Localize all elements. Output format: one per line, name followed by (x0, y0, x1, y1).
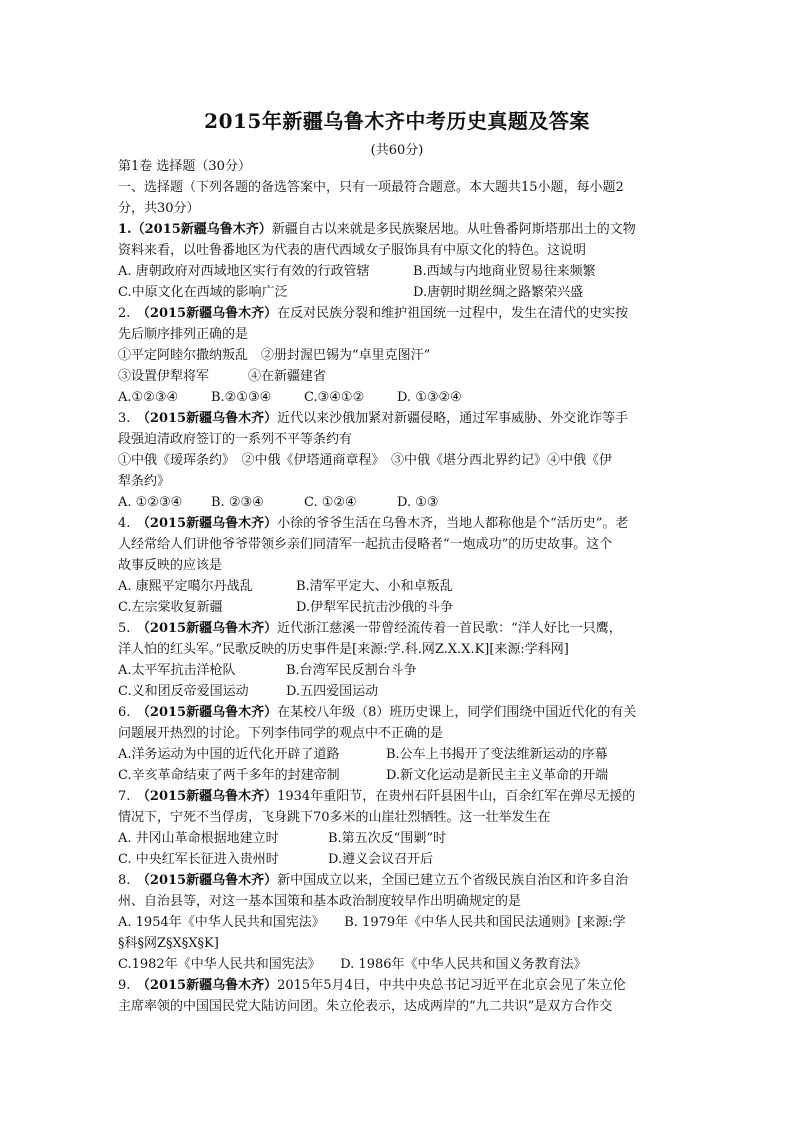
options-row (118, 744, 678, 765)
question-text: 2015年5月4日，中共中央总书记习近平在北京会见了朱立伦 (277, 978, 626, 993)
question-source-tag: （2015新疆乌鲁木齐） (143, 705, 278, 720)
question-item: ①中俄《瑷珲条约》 ②中俄《伊塔通商章程》 ③中俄《堪分西北界约记》④中俄《伊 (118, 453, 613, 468)
section-heading: 第1卷 选择题（30分） (118, 159, 251, 174)
question-text: 先后顺序排列正确的是 (118, 327, 249, 342)
instructions-line: 一、选择题（下列各题的备选答案中，只有一项最符合题意。本大题共15小题，每小题2 (118, 180, 624, 195)
question-text: 在反对民族分裂和维护祖国统一过程中，发生在清代的史实按 (277, 306, 629, 321)
option-c: C.义和团反帝爱国运动 (118, 684, 249, 699)
options-row (118, 492, 678, 513)
question-text: 新疆自古以来就是多民族聚居地。从吐鲁番阿斯塔那出土的文物 (271, 222, 636, 237)
question-number: 3. (118, 411, 131, 426)
question-text: 问题展开热烈的讨论。下列李伟同学的观点中不正确的是 (118, 726, 444, 741)
question-item: ①平定阿睦尔撒纳叛乱 ②册封渥巴锡为“卓里克图汗” (118, 348, 431, 363)
question-number: 5. (118, 621, 131, 636)
option-b: B. ②③④ (211, 495, 264, 510)
option-c: C. ①②④ (304, 495, 357, 510)
options-row (118, 828, 678, 849)
options-row (118, 681, 678, 702)
instructions-line: 分，共30分） (118, 201, 200, 216)
option-a: A. 康熙平定噶尔丹战乱 (118, 579, 253, 594)
option-d: D.伊犁军民抗击沙俄的斗争 (296, 600, 454, 615)
question-text: 段强迫清政府签订的一系列不平等条约有 (118, 432, 353, 447)
question-1-stem (118, 219, 678, 240)
question-text: 资料来看，以吐鲁番地区为代表的唐代西域女子服饰具有中原文化的特色。这说明 (118, 243, 587, 258)
options-row (118, 597, 678, 618)
option-b: B.西域与内地商业贸易往来频繁 (413, 264, 596, 279)
options-line: A. 1954年《中华人民共和国宪法》 B. 1979年《中华人民共和国民法通则》[来源:学 (118, 915, 626, 930)
question-item: 犁条约》 (118, 474, 171, 489)
option-b: B.公车上书揭开了变法维新运动的序幕 (386, 747, 608, 762)
question-text: 人经常给人们讲他爷爷带领乡亲们同清军一起抗击侵略者“一炮成功”的历史故事。这个 (118, 537, 613, 552)
question-number: 4. (118, 516, 131, 531)
document-subtitle: (共60分) (370, 143, 424, 158)
document-body (118, 156, 678, 1017)
question-4-stem (118, 513, 678, 534)
question-number: 7. (118, 789, 131, 804)
question-text: 主席率领的中国国民党大陆访问团。朱立伦表示，达成两岸的“九二共识”是双方合作交 (118, 999, 613, 1014)
question-text: 近代浙江慈溪一带曾经流传着一首民歌：“洋人好比一只鹰， (277, 621, 622, 636)
option-c: C.辛亥革命结束了两千多年的封建帝制 (118, 768, 340, 783)
question-6-stem (118, 702, 678, 723)
option-a: A.太平军抗击洋枪队 (118, 663, 236, 678)
question-number: 9. (118, 978, 131, 993)
question-7-stem (118, 786, 678, 807)
option-c: C.③④①② (304, 390, 365, 405)
options-row (118, 576, 678, 597)
options-row (118, 765, 678, 786)
question-8-stem (118, 870, 678, 891)
question-number: 8. (118, 873, 131, 888)
options-line: §科§网Z§X§X§K] (118, 936, 219, 951)
options-row (118, 282, 678, 303)
option-d: D.五四爱国运动 (286, 684, 379, 699)
question-3-stem (118, 408, 678, 429)
question-text: 1934年重阳节，在贵州石阡县困牛山，百余红军在弹尽无援的 (277, 789, 636, 804)
option-d: D.新文化运动是新民主主义革命的开端 (386, 768, 609, 783)
question-2-stem (118, 303, 678, 324)
option-b: B.②①③④ (211, 390, 272, 405)
option-c: C.左宗棠收复新疆 (118, 600, 223, 615)
question-item: ③设置伊犁将军 ④在新疆建省 (118, 369, 327, 384)
question-text: 情况下，宁死不当俘虏，飞身跳下70多米的山崖壮烈牺牲。这一壮举发生在 (118, 810, 551, 825)
option-a: A.洋务运动为中国的近代化开辟了道路 (118, 747, 340, 762)
question-source-tag: （2015新疆乌鲁木齐） (143, 873, 278, 888)
option-d: D.遵义会议召开后 (328, 852, 434, 867)
question-source-tag: （2015新疆乌鲁木齐） (143, 978, 278, 993)
option-c: C. 中央红军长征进入贵州时 (118, 852, 279, 867)
options-row (118, 849, 678, 870)
question-source-tag: （2015新疆乌鲁木齐） (143, 516, 278, 531)
question-text: 新中国成立以来，全国已建立五个省级民族自治区和许多自治 (277, 873, 629, 888)
option-a: A. ①②③④ (118, 495, 183, 510)
question-text: 近代以来沙俄加紧对新疆侵略，通过军事威胁、外交讹诈等手 (277, 411, 629, 426)
options-line: C.1982年《中华人民共和国宪法》 D. 1986年《中华人民共和国义务教育法》 (118, 957, 587, 972)
document-title: 2015年新疆乌鲁木齐中考历史真题及答案 (204, 109, 590, 133)
option-b: B.清军平定大、小和卓叛乱 (296, 579, 453, 594)
option-b: B.第五次反“围剿”时 (328, 831, 446, 846)
question-text: 在某校八年级（8）班历史课上，同学们围绕中国近代化的有关 (277, 705, 637, 720)
option-d: D. ①③ (397, 495, 439, 510)
question-9-stem (118, 975, 678, 996)
question-text: 洋人怕的红头军。”民歌反映的历史事件是[来源:学.科.网Z.X.X.K][来源:学科网] (118, 642, 569, 657)
question-source-tag: （2015新疆乌鲁木齐） (143, 411, 278, 426)
option-a: A.①②③④ (118, 390, 179, 405)
options-row (118, 387, 678, 408)
question-text: 小徐的爷爷生活在乌鲁木齐，当地人都称他是个“活历史”。老 (277, 516, 629, 531)
question-source-tag: （2015新疆乌鲁木齐） (143, 789, 278, 804)
option-b: B.台湾军民反割台斗争 (286, 663, 417, 678)
question-5-stem (118, 618, 678, 639)
question-text: 故事反映的应该是 (118, 558, 223, 573)
question-source-tag: （2015新疆乌鲁木齐） (143, 621, 278, 636)
question-source-tag: （2015新疆乌鲁木齐） (143, 306, 278, 321)
option-d: D. ①③②④ (397, 390, 462, 405)
options-row (118, 660, 678, 681)
question-number: 1. (118, 222, 132, 237)
question-number: 2. (118, 306, 131, 321)
options-row (118, 261, 678, 282)
option-d: D.唐朝时期丝绸之路繁荣兴盛 (413, 285, 584, 300)
option-a: A. 井冈山革命根据地建立时 (118, 831, 279, 846)
option-c: C.中原文化在西域的影响广泛 (118, 285, 288, 300)
question-text: 州、自治县等，对这一基本国策和基本政治制度较早作出明确规定的是 (118, 894, 522, 909)
question-source-tag: （2015新疆乌鲁木齐） (131, 222, 272, 237)
option-a: A. 唐朝政府对西域地区实行有效的行政管辖 (118, 264, 370, 279)
question-number: 6. (118, 705, 131, 720)
